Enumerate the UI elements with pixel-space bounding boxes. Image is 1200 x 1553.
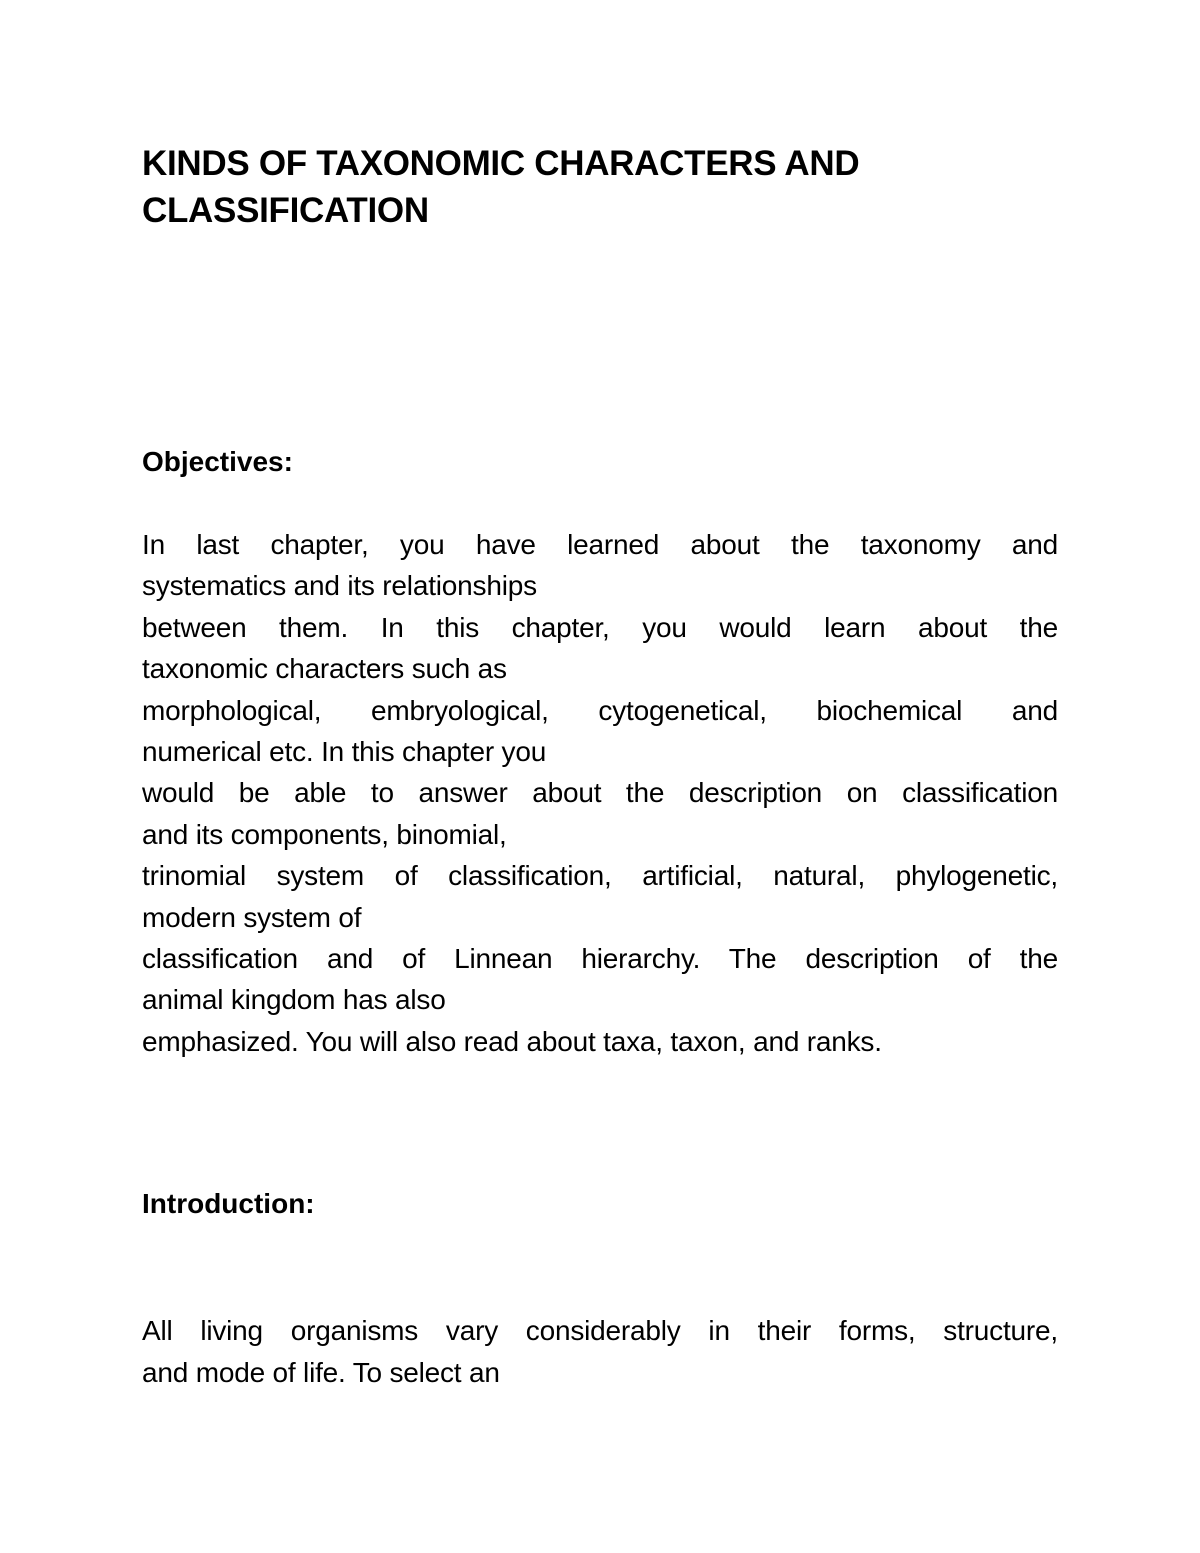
introduction-heading: Introduction: (142, 1188, 315, 1219)
paragraph-line: classification and of Linnean hierarchy. The description of the (142, 942, 1058, 974)
paragraph-line: systematics and its relationships (142, 570, 537, 602)
paragraph-line: emphasized. You will also read about taxa, taxon, and ranks. (142, 1025, 882, 1057)
paragraph-line: modern system of (142, 901, 362, 933)
paragraph-line: would be able to answer about the description on classification (142, 777, 1058, 809)
introduction-paragraph (142, 1310, 1058, 1394)
objectives-heading: Objectives: (142, 446, 293, 477)
paragraph-line: All living organisms vary considerably in their forms, structure, (142, 1315, 1058, 1346)
paragraph-line: and mode of life. To select an (142, 1357, 500, 1388)
paragraph-line: animal kingdom has also (142, 984, 446, 1016)
paragraph-line: trinomial system of classification, artificial, natural, phylogenetic, (142, 860, 1058, 892)
document-title: KINDS OF TAXONOMIC CHARACTERS AND CLASSIFICATION (142, 144, 860, 230)
paragraph-line: In last chapter, you have learned about the taxonomy and (142, 529, 1058, 560)
paragraph-line: taxonomic characters such as (142, 653, 507, 685)
objectives-paragraph (142, 524, 1058, 1062)
paragraph-line: morphological, embryological, cytogenetical, biochemical and (142, 694, 1058, 726)
paragraph-line: numerical etc. In this chapter you (142, 735, 547, 767)
paragraph-line: and its components, binomial, (142, 818, 507, 850)
paragraph-line: between them. In this chapter, you would learn about the (142, 611, 1058, 643)
